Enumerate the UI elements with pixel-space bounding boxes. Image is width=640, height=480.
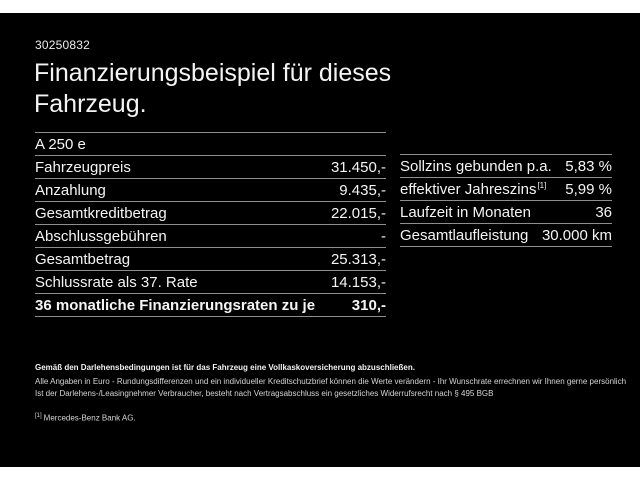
footnote-ref-marker: [1]: [35, 413, 42, 419]
conditions-table: [400, 154, 612, 247]
financing-panel: [0, 13, 640, 467]
general-disclaimer-line1: Alle Angaben in Euro - Rundungsdifferenzen und ein individueller Kreditschutzbrief können die Werte verändern - Ihr Wunschrate errechnen wir Ihnen gerne persönlich: [35, 377, 627, 386]
row-label: Gesamtkreditbetrag: [35, 204, 167, 222]
table-row: [35, 156, 386, 179]
row-label: effektiver Jahreszins[1]: [400, 180, 547, 198]
insurance-disclaimer: Gemäß den Darlehensbedingungen ist für das Fahrzeug eine Vollkaskoversicherung abzuschließen.: [35, 363, 415, 372]
vehicle-model: A 250 e: [35, 135, 86, 153]
table-row: [35, 179, 386, 202]
row-label: Gesamtbetrag: [35, 250, 131, 268]
row-value: 25.313,-: [330, 250, 386, 268]
row-value: 5,83 %: [565, 157, 612, 175]
row-label: Laufzeit in Monaten: [400, 203, 531, 221]
row-label: Sollzins gebunden p.a.: [400, 157, 552, 175]
row-value: 31.450,-: [330, 158, 386, 176]
table-row: [400, 155, 612, 178]
row-label: Fahrzeugpreis: [35, 158, 131, 176]
footnote-ref-text: Mercedes-Benz Bank AG.: [43, 413, 136, 423]
table-row: [35, 202, 386, 225]
vehicle-model-header-row: [35, 133, 386, 156]
table-row: [400, 224, 612, 247]
table-row: [400, 201, 612, 224]
footnote-marker: [1]: [537, 180, 547, 190]
row-value: 5,99 %: [565, 180, 612, 198]
table-row: [35, 271, 386, 294]
row-label: Schlussrate als 37. Rate: [35, 273, 198, 291]
monthly-rate-row: [35, 294, 386, 317]
row-value: 36: [595, 203, 612, 221]
row-value: 9.435,-: [339, 181, 386, 199]
table-row: [35, 225, 386, 248]
row-value: 310,-: [351, 296, 386, 314]
row-label: Abschlussgebühren: [35, 227, 167, 245]
row-label: Gesamtlaufleistung: [400, 226, 529, 244]
row-label: Anzahlung: [35, 181, 106, 199]
row-label: 36 monatliche Finanzierungsraten zu je: [35, 296, 316, 314]
row-value: 30.000 km: [541, 226, 612, 244]
row-value: 14.153,-: [330, 273, 386, 291]
row-value: 22.015,-: [330, 204, 386, 222]
general-disclaimer-line2: Ist der Darlehens-/Leasingnehmer Verbraucher, besteht nach Vertragsabschluss ein gesetzliches Widerrufsrecht nach § 495 BGB: [35, 389, 494, 398]
row-value: -: [381, 227, 386, 245]
page-title-line1: Finanzierungsbeispiel für dieses: [34, 59, 392, 87]
page-title: [34, 58, 391, 120]
financing-table: [35, 132, 386, 317]
page-title-line2: Fahrzeug.: [34, 90, 147, 118]
footnote-reference: [35, 410, 627, 425]
table-row: [400, 178, 612, 201]
offer-code: 30250832: [35, 38, 90, 52]
table-row: [35, 248, 386, 271]
disclaimer-block: [35, 362, 627, 425]
